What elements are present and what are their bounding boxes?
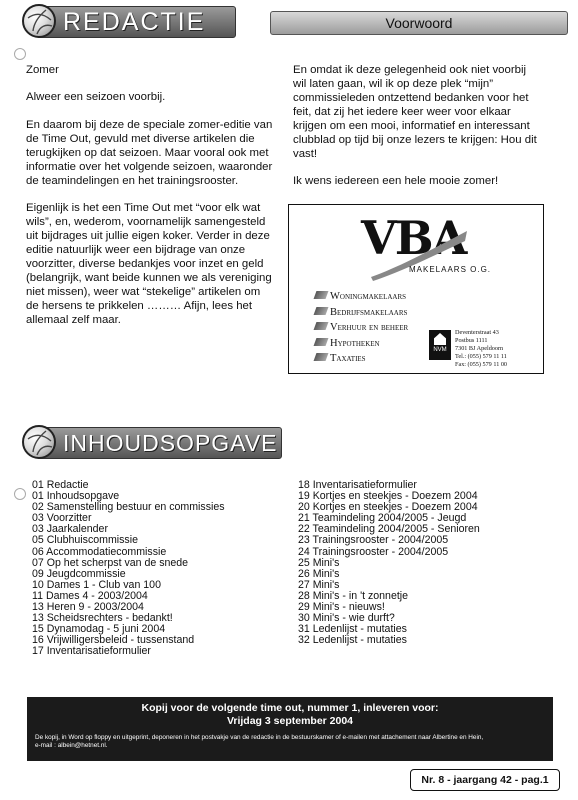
toc-entry: 03 Jaarkalender (32, 523, 108, 536)
page-title: REDACTIE (63, 8, 206, 36)
toc-entry: 17 Inventarisatieformulier (32, 645, 151, 658)
toc-entry: 16 Vrijwilligersbeleid - tussenstand (32, 634, 195, 647)
section-subtitle-label: Voorwoord (385, 15, 453, 31)
arrow-icon (314, 307, 329, 315)
editorial-right-column (293, 63, 538, 201)
page-number-box (410, 769, 560, 791)
service-item: Verhuur en beheer (315, 320, 408, 336)
header-banner (22, 4, 566, 38)
notice-email: e-mail : albein@hetnet.nl. (35, 742, 108, 749)
arrow-icon (314, 291, 329, 299)
volleyball-icon (22, 4, 56, 38)
arrow-icon (314, 338, 329, 346)
arrow-icon (314, 353, 329, 361)
copy-deadline-notice (27, 697, 553, 761)
notice-line: Kopij voor de volgende time out, nummer 1, inleveren voor: (141, 702, 439, 714)
toc-entry: 15 Dynamodag - 5 juni 2004 (32, 623, 166, 636)
toc-entry: 24 Trainingsrooster - 2004/2005 (298, 545, 449, 558)
toc-entry: 28 Mini's - in 't zonnetje (298, 589, 409, 602)
toc-right-column (298, 480, 548, 646)
toc-entry: 25 Mini's (298, 556, 340, 569)
toc-entry: 31 Ledenlijst - mutaties (298, 623, 407, 636)
arrow-icon (314, 322, 329, 330)
toc-entry: 32 Ledenlijst - mutaties (298, 634, 407, 647)
page-number: Nr. 8 - jaargang 42 - pag.1 (421, 774, 549, 786)
toc-entry: 01 Redactie (32, 479, 89, 491)
section-tab (36, 6, 236, 38)
section-tab (36, 427, 282, 459)
service-item: Bedrijfsmakelaars (315, 305, 408, 321)
house-icon (434, 333, 446, 345)
notice-deadline: Vrijdag 3 september 2004 (226, 715, 354, 727)
service-item: Taxaties (315, 351, 408, 367)
toc-entry: 27 Mini's (298, 578, 340, 591)
paragraph: En daarom bij deze de speciale zomer-editie van de Time Out, gevuld met diverse artikelen die terugkijken op dat seizoen. Maar vooral ook met informatie over het volgende seizoen, waaronder de teamindelingen en het trainingsrooster. (26, 119, 273, 187)
vba-logo: VBA (361, 211, 466, 265)
toc-entry: 22 Teamindeling 2004/2005 - Senioren (298, 523, 480, 536)
service-item: Woningmakelaars (315, 289, 408, 305)
toc-entry: 02 Samenstelling bestuur en commissies (32, 501, 225, 514)
toc-entry: 03 Voorzitter (32, 512, 92, 525)
toc-entry: 20 Kortjes en steekjes - Doezem 2004 (298, 501, 478, 514)
vba-tagline: MAKELAARS O.G. (409, 265, 492, 274)
toc-banner (22, 425, 284, 459)
toc-entry: 01 Inhoudsopgave (32, 490, 120, 503)
service-item: Hypotheken (315, 336, 408, 352)
nvm-badge: NVM (429, 330, 451, 360)
toc-entry: 13 Heren 9 - 2003/2004 (32, 601, 144, 614)
toc-entry: 11 Dames 4 - 2003/2004 (32, 589, 148, 602)
toc-title: INHOUDSOPGAVE (63, 430, 278, 456)
toc-entry: 05 Clubhuiscommissie (32, 534, 138, 547)
toc-left-column (32, 480, 272, 658)
toc-entry: 19 Kortjes en steekjes - Doezem 2004 (298, 490, 478, 503)
toc-entry: 13 Scheidsrechters - bedankt! (32, 612, 173, 625)
toc-entry: 30 Mini's - wie durft? (298, 612, 395, 625)
toc-entry: 29 Mini's - nieuws! (298, 601, 385, 614)
toc-entry: 07 Op het scherpst van de snede (32, 556, 189, 569)
section-subtitle (270, 11, 568, 35)
vba-advertisement (288, 204, 544, 374)
editorial-left-column (26, 63, 274, 340)
toc-entry: 21 Teamindeling 2004/2005 - Jeugd (298, 512, 467, 525)
services-list (315, 289, 408, 367)
toc-entry: 18 Inventarisatieformulier (298, 479, 417, 491)
toc-entry: 23 Trainingsrooster - 2004/2005 (298, 534, 449, 547)
punch-hole (14, 48, 26, 60)
paragraph: Zomer (26, 64, 59, 76)
toc-entry: 26 Mini's (298, 567, 340, 580)
punch-hole (14, 488, 26, 500)
paragraph: Ik wens iedereen een hele mooie zomer! (293, 175, 499, 187)
vba-address: Deventerstraat 43 Postbus 1111 7301 BJ Apeldoorn Tel.: (055) 579 11 11 Fax: (055) 579 11 00 (455, 329, 508, 368)
paragraph: Alweer een seizoen voorbij. (26, 91, 166, 103)
notice-instructions: De kopij, in Word op floppy en uitgeprint, deponeren in het postvakje van de redactie in de bestuurskamer of e-mailen met attachement naar Albertine en Hein, (35, 734, 484, 741)
toc-entry: 06 Accommodatiecommissie (32, 545, 167, 558)
paragraph: Eigenlijk is het een Time Out met “voor elk wat wils”, en, wederom, voornamelijk samengesteld uit bijdrages uit jullie eigen koker. Verder in deze editie natuurlijk weer een bijdrage van onze voorzitter, diverse bedankjes voor inzet en geld (belangrijk, want beide kunnen we als vereniging niet missen), weer wat “stekelige” artikelen om de hersens te prikkelen ……… Afijn, lees het allemaal zelf maar. (26, 202, 272, 326)
toc-entry: 10 Dames 1 - Club van 100 (32, 578, 161, 591)
toc-entry: 09 Jeugdcommissie (32, 567, 126, 580)
volleyball-icon (22, 425, 56, 459)
paragraph: En omdat ik deze gelegenheid ook niet voorbij wil laten gaan, wil ik op deze plek “mijn” commissieleden ontzettend bedanken voor het feit, dat zij het iedere keer weer voor elkaar krijgen om een mooi, informatief en interessant clubblad op tijd bij onze lezers te krijgen: Hou dit vast! (293, 64, 537, 160)
